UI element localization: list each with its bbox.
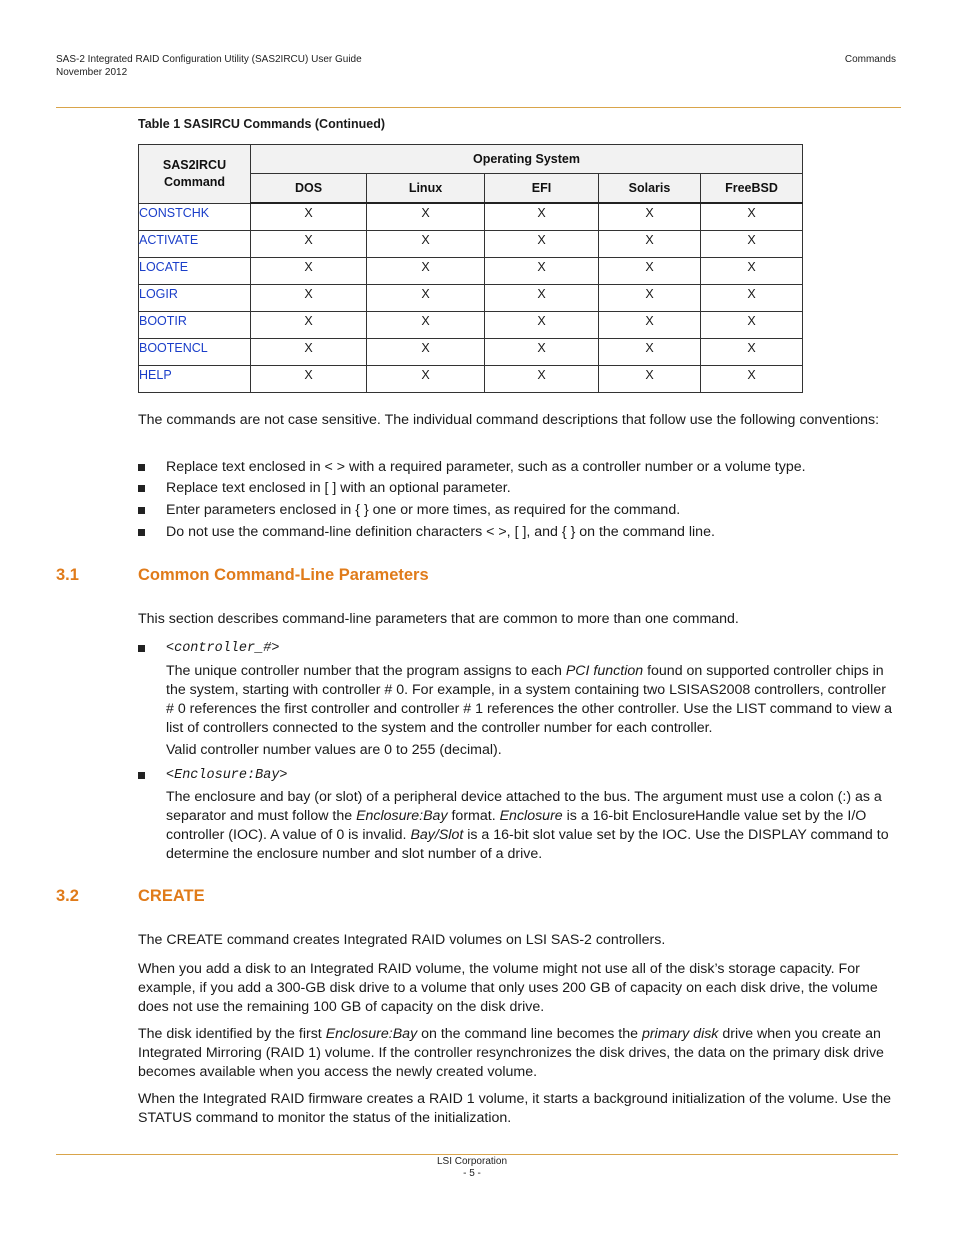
command-link-activate[interactable]: ACTIVATE [139,231,251,258]
table-cell: X [367,258,485,285]
table-cell: X [485,312,599,339]
table-cell: X [485,203,599,231]
table-caption: Table 1 SASIRCU Commands (Continued) [138,117,386,131]
page-number: - 5 - [463,1168,481,1179]
section-number: 3.2 [56,887,79,905]
param-enclosure-desc: The enclosure and bay (or slot) of a peripheral device attached to the bus. The argument must use a colon (:) as a separator and must follow the Enclosure:Bay format. Enclosure is a 16-bit EnclosureHandle value set by the I/O controller (IOC). A value of 0 is invalid. Bay/Slot is a 16-bit slot value set by the IOC. Use the DISPLAY command to determine the enclosure number and slot number of a drive. [166,789,889,862]
table-cell: X [701,231,803,258]
create-para-4: When the Integrated RAID firmware creates a RAID 1 volume, it starts a background initialization of the volume. Use the STATUS command to monitor the status of the initialization. [138,1091,892,1126]
table-row [139,231,803,258]
create-para-2: When you add a disk to an Integrated RAID volume, the volume might not use all of the disk’s storage capacity. For example, if you add a 300-GB disk drive to a volume that only uses 200 GB of capacity on each disk drive, the volume does not use the remaining 100 GB of capacity on the disk drive. [138,961,878,1015]
bullet-square-icon [138,529,145,536]
bullet-square-icon [138,645,145,652]
table-cell: X [485,258,599,285]
table-cell: X [599,203,701,231]
table-cell: X [701,203,803,231]
section-heading: Common Command-Line Parameters [138,566,429,584]
table-cell: X [701,312,803,339]
commands-table [138,144,803,393]
table-cell: X [599,258,701,285]
table-cell: X [599,366,701,393]
create-para-1: The CREATE command creates Integrated RAID volumes on LSI SAS-2 controllers. [138,932,666,948]
footer-rule [56,1154,898,1155]
table-cell: X [599,312,701,339]
doc-title: SAS-2 Integrated RAID Configuration Utility (SAS2IRCU) User Guide [56,54,362,65]
doc-date: November 2012 [56,67,128,78]
os-column-solaris: Solaris [599,174,701,204]
section-heading: CREATE [138,887,205,905]
command-header-line2: Command [163,174,226,189]
os-column-dos: DOS [251,174,367,204]
conventions-intro: The commands are not case sensitive. The individual command descriptions that follow use the following conventions: [138,412,880,428]
table-cell: X [251,339,367,366]
os-column-freebsd: FreeBSD [701,174,803,204]
param-enclosure-code: <Enclosure:Bay> [166,768,288,783]
command-link-bootir[interactable]: BOOTIR [139,312,251,339]
table-cell: X [367,203,485,231]
param-controller-valid: Valid controller number values are 0 to 255 (decimal). [166,742,502,758]
bullet-square-icon [138,464,145,471]
table-row [139,366,803,393]
header-rule [56,107,901,108]
table-row [139,203,803,231]
page-footer [0,1156,944,1180]
table-row [139,285,803,312]
table-cell: X [251,203,367,231]
bullet-square-icon [138,485,145,492]
table-cell: X [367,312,485,339]
table-cell: X [701,339,803,366]
table-cell: X [485,366,599,393]
table-cell: X [367,231,485,258]
table-cell: X [701,285,803,312]
table-cell: X [485,231,599,258]
param-controller-desc: The unique controller number that the program assigns to each PCI function found on supported controller chips in the system, starting with controller # 0. For example, in a system containing two LSISAS2008 controllers, controller # 0 references the first controller and controller # 1 references the other controller. Use the LIST command to view a list of controllers connected to the system and the controller number for each controller. [166,663,893,736]
command-column-header [139,145,251,204]
table-cell: X [485,285,599,312]
param-controller-code: <controller_#> [166,641,280,656]
table-cell: X [251,285,367,312]
running-header [56,53,362,79]
table-cell: X [599,231,701,258]
os-column-efi: EFI [485,174,599,204]
table-cell: X [701,366,803,393]
section-number: 3.1 [56,566,79,584]
table-cell: X [367,285,485,312]
table-cell: X [251,258,367,285]
table-cell: X [599,285,701,312]
table-cell: X [251,312,367,339]
bullet-square-icon [138,507,145,514]
section-intro: This section describes command-line parameters that are common to more than one command. [138,611,739,627]
os-group-header: Operating System [251,145,803,174]
command-header-line1: SAS2IRCU [162,157,227,172]
command-link-constchk[interactable]: CONSTCHK [139,203,251,231]
table-cell: X [251,366,367,393]
command-link-help[interactable]: HELP [139,366,251,393]
table-cell: X [251,231,367,258]
bullet-square-icon [138,772,145,779]
table-cell: X [367,366,485,393]
table-cell: X [599,339,701,366]
table-cell: X [701,258,803,285]
command-link-locate[interactable]: LOCATE [139,258,251,285]
command-link-logir[interactable]: LOGIR [139,285,251,312]
command-link-bootencl[interactable]: BOOTENCL [139,339,251,366]
table-cell: X [367,339,485,366]
table-cell: X [485,339,599,366]
create-para-3: The disk identified by the first Enclosure:Bay on the command line becomes the primary disk drive when you create an Integrated Mirroring (RAID 1) volume. If the controller resynchronizes the disk drives, the data on the primary disk drive becomes available when you access the newly created volume. [138,1026,884,1080]
section-label: Commands [844,54,896,65]
table-row [139,258,803,285]
footer-company: LSI Corporation [436,1156,508,1167]
table-row [139,312,803,339]
os-column-linux: Linux [367,174,485,204]
table-row [139,339,803,366]
